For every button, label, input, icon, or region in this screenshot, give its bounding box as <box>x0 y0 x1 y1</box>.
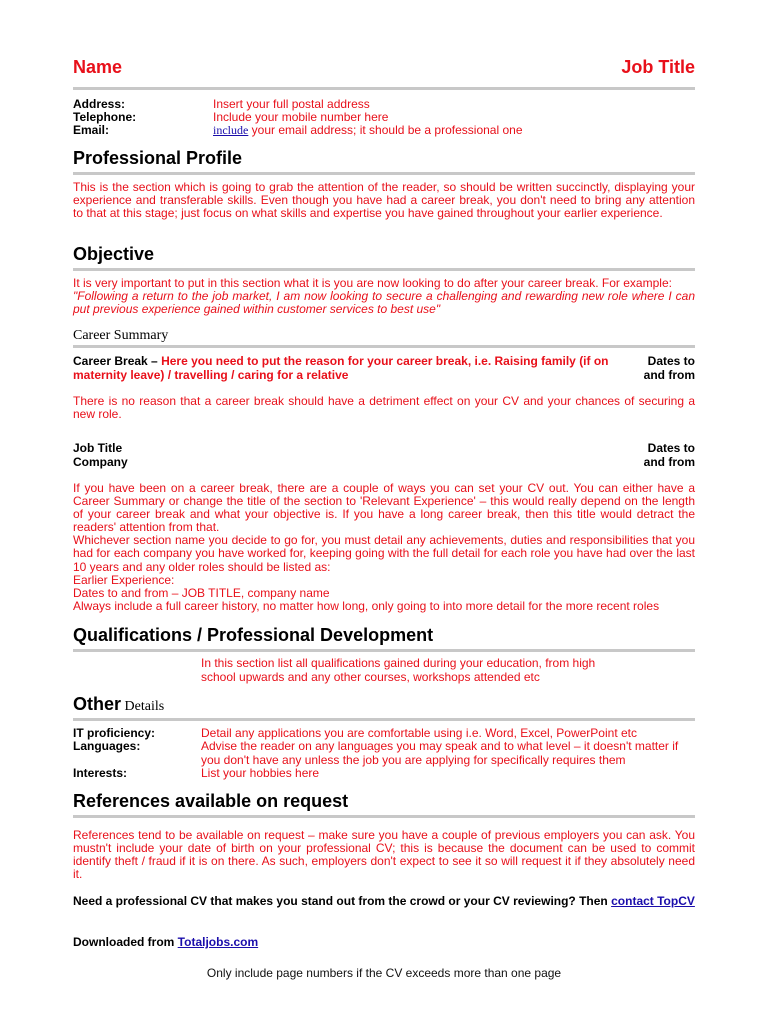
career-break-note: There is no reason that a career break should have a detriment effect on your CV and your chances of securing a new role. <box>73 394 695 422</box>
header-divider <box>73 87 695 90</box>
other-divider <box>73 718 695 721</box>
other-heading: Other Details <box>73 694 165 714</box>
address-label: Address: <box>73 97 126 111</box>
career-summary-heading: Career Summary <box>73 328 169 343</box>
page-footer-note: Only include page numbers if the CV exceeds more than one page <box>206 966 562 980</box>
career-break-reason: Here you need to put the reason for your career break, i.e. Raising family (if on maternity leave) / travelling / caring for a relative <box>73 354 609 382</box>
career-summary-divider <box>73 345 695 348</box>
other-heading-small: Details <box>121 699 165 714</box>
qualifications-text: In this section list all qualifications gained during your education, from high school upwards and any other courses, workshops attended etc <box>201 656 596 684</box>
career-history-note: Always include a full career history, no matter how long, only going to into more detail for the more recent roles <box>73 598 660 613</box>
job-title-heading: Job Title <box>621 57 695 77</box>
profile-text: This is the section which is going to grab the attention of the reader, so should be written succinctly, displaying your experience and transferable skills. Even though you have had a career break, you don't need to bring any attention to that at this stage; just focus on what skills and expertise you have gained throughout your earlier experience. <box>73 180 695 221</box>
email-link[interactable]: include <box>213 123 249 137</box>
objective-example: "Following a return to the job market, I am now looking to secure a challenging and rewarding new role where I can put previous experience gained within customer services to best use" <box>73 289 695 317</box>
career-guidance-para1: If you have been on a career break, there are a couple of ways you can set your CV out. You can either have a Career Summary or change the title of the section to 'Relevant Experience' – this would really depend on the length of your career break and what your objective is. If you have a long career break, then this title would detract the readers' attention from that. <box>73 481 695 535</box>
career-guidance-para2: Whichever section name you decide to go for, you must detail any achievements, duties and responsibilities that you had for each company you have worked for, keeping going with the full detail for each role you have had over the last 10 years and any older roles should be listed as: <box>73 533 695 574</box>
other-details <box>73 727 695 780</box>
objective-text <box>73 277 695 316</box>
cta-text: Need a professional CV that makes you stand out from the crowd or your CV reviewing? Then contact TopCV <box>73 894 695 908</box>
languages-label: Languages: <box>73 739 141 754</box>
it-label: IT proficiency: <box>73 726 156 740</box>
interests-label: Interests: <box>73 765 128 780</box>
name-heading: Name <box>73 57 123 77</box>
references-divider <box>73 815 695 818</box>
career-break-label: Career Break – <box>73 354 162 368</box>
career-break-dates: Dates to and from <box>643 354 695 382</box>
email-label: Email: <box>73 123 110 137</box>
qualifications-heading: Qualifications / Professional Development <box>73 625 434 645</box>
address-value: Insert your full postal address <box>213 97 370 111</box>
objective-intro: It is very important to put in this section what it is you are now looking to do after your career break. For example: <box>73 276 672 290</box>
career-break-title <box>73 355 633 382</box>
languages-value: Advise the reader on any languages you may speak and to what level – it doesn't matter if you don't have any unless the job you are applying for specifically requires them <box>201 739 679 767</box>
email-value: your email address; it should be a professional one <box>248 123 523 137</box>
job-entry-dates: Dates to and from <box>643 441 695 469</box>
it-value: Detail any applications you are comfortable using i.e. Word, Excel, PowerPoint etc <box>201 726 637 740</box>
career-guidance <box>73 482 695 613</box>
interests-value: List your hobbies here <box>201 765 320 780</box>
cv-header <box>73 57 695 81</box>
qualifications-divider <box>73 649 695 652</box>
earlier-experience: Earlier Experience: <box>73 572 175 587</box>
references-text: References tend to be available on request – make sure you have a couple of previous employers you can ask. You mustn't include your date of birth on your professional CV; this is because the document can be used to commit identify theft / fraud if it is on there. As such, employers don't expect to see it so will request it if they absolutely need it. <box>73 828 695 882</box>
objective-divider <box>73 268 695 271</box>
references-heading: References available on request <box>73 791 349 811</box>
telephone-label: Telephone: <box>73 110 137 124</box>
profile-divider <box>73 172 695 175</box>
job-entry-title <box>73 442 633 469</box>
contact-topcv-link[interactable]: contact TopCV <box>611 894 695 908</box>
totaljobs-link[interactable]: Totaljobs.com <box>177 935 259 949</box>
company: Company <box>73 454 128 469</box>
earlier-dates-line: Dates to and from – JOB TITLE, company name <box>73 585 330 600</box>
job-title: Job Title <box>73 441 123 455</box>
objective-heading: Objective <box>73 244 155 264</box>
telephone-value: Include your mobile number here <box>213 110 389 124</box>
profile-heading: Professional Profile <box>73 148 243 168</box>
download-line: Downloaded from Totaljobs.com <box>73 935 259 949</box>
